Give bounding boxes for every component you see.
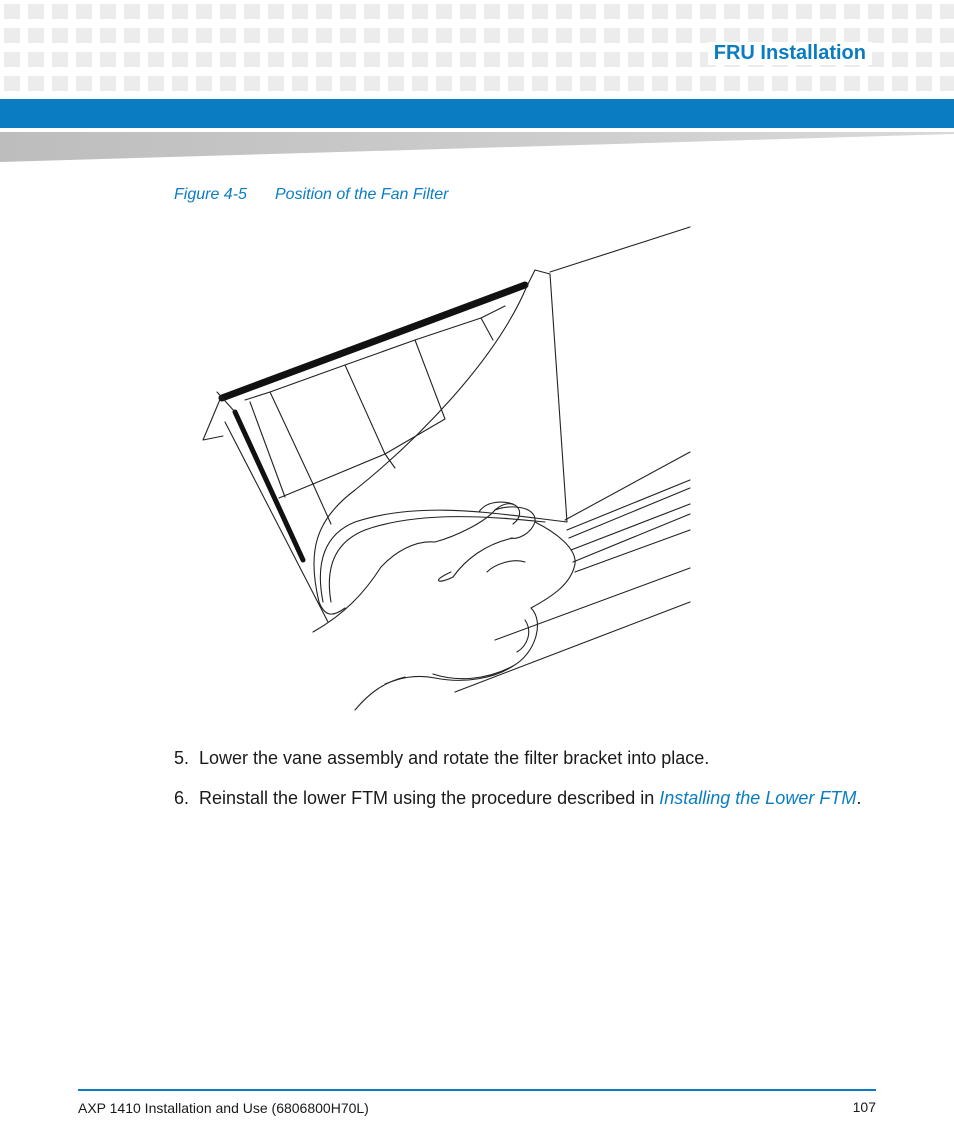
step-text: Reinstall the lower FTM using the procedure described in [199, 788, 660, 808]
step-text: Lower the vane assembly and rotate the filter bracket into place. [199, 748, 710, 768]
page-number: 107 [852, 1099, 876, 1115]
step-number: 5. [174, 748, 190, 768]
installing-lower-ftm-link[interactable]: Installing the Lower FTM [659, 788, 857, 808]
header-band [0, 99, 954, 128]
list-item [174, 788, 861, 809]
list-item [174, 748, 861, 769]
step-number: 6. [174, 788, 190, 808]
step-text-end: . [856, 788, 862, 808]
section-title: FRU Installation [708, 42, 872, 65]
figure-number: Figure 4-5 [174, 186, 247, 203]
footer-document-title: AXP 1410 Installation and Use (6806800H70L) [78, 1100, 369, 1116]
figure-title: Position of the Fan Filter [275, 186, 449, 203]
figure-caption [174, 186, 448, 204]
header-wedge [0, 128, 954, 164]
procedure-steps [174, 748, 861, 828]
fan-filter-illustration [195, 222, 695, 717]
footer-rule [78, 1089, 876, 1091]
